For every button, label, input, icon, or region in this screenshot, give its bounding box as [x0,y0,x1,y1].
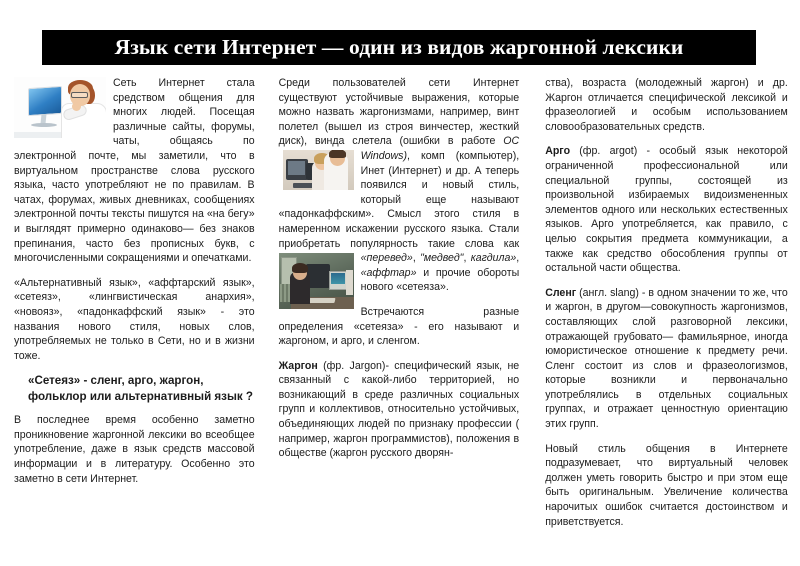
column2-slang-word-2: "медвед" [420,252,464,265]
column3-para2-text: (фр. argot) - особый язык некоторой ограниченной профессиональной или специальной группы, состоящей из произвольной избираемых видоизмененных элементов одного или нескольких естественных языков. Арго употребляется, как правило, с целью сокрытия предмета коммуникации, а также как средство обособления группы от остальной части общества. [545,145,788,275]
document-title-banner [42,30,756,65]
column3-para3-text: (англ. slang) - в одном значении то же, что и жаргон, в другом—совокупность жаргонизмов, составляющих слой разговорной лексики, отражающей грубовато— фамильярное, иногда юмористическое отношение к предмету речи. Сленг состоит из слов и фразеологизмов, которые возникли и первоначально употреблялись в отдельных социальных группах, и отражает ценностную ориентацию этих групп. [545,286,788,431]
person-hand-shape [72,102,81,111]
text-column-2 [267,76,534,562]
computer-tower-shape [346,270,353,295]
term-sleng: Сленг [545,286,577,299]
crt-screen-shape [288,161,305,175]
man-hair-shape [329,150,346,158]
column1-closing-paragraph: В последнее время особенно заметно проникновение жаргонной лексики во всеобщее употребление, даже в язык средств массовой информации и в литературу. Особенно это заметно в сети Интернет. [14,414,255,485]
column1-paragraph-1 [14,76,255,266]
column2-sep-3: , [516,252,520,265]
text-column-1 [0,76,267,562]
column2-para1-part-a: Среди пользователей сети Интернет существуют устойчивые выражения, которые можно назвать жаргонизмами, например, винт полетел (вышел из строя винчестер, жесткий диск), винда слетела (ошибки в работе [278,77,520,148]
column1-subheading: «Сетеяз» - сленг, арго, жаргон, фольклор или альтернативный язык ? [28,374,253,403]
photo-watermark-strip [14,138,106,145]
column3-paragraph-4: Новый стиль общения в Интернете подразумевает, что виртуальный человек должен уметь говорить быстро и при этом еще быть оригинальным. Увеличение количества нарочитых ошибок считается достоинством и приветствуется. [545,442,788,528]
column1-paragraph-1-text: Сеть Интернет стала средством общения для многих людей. Посещая различные сайты, форумы, чаты, общаясь по электронной почте, мы заметили, что в виртуальном пространстве слова русского языка, часто употребляют не по правилам. В чатах, форумах, живых дневниках, сообщениях электронной почты тексты пишутся на «на бегу» и выглядят примерно одинаково— без знаков препинания, часто без прописных букв, с многочисленными сокращениями и опечатками. [14,77,255,265]
column2-paragraph-1 [279,76,520,295]
woman-at-computer-photo [14,77,106,145]
column2-slang-word-4: «аффтар» [360,266,417,279]
column2-slang-word-1: «перевед» [360,252,413,265]
column2-para1-part-c: и прочие обороты нового «сетеяза». [360,266,520,294]
monitor-base-shape [31,123,57,127]
column3-paragraph-2 [545,144,788,275]
column2-para1-part-b: , комп (компьютер), Инет (Интернет) и др. А теперь появился и новый стиль, который еще называют «падонкаффским». Смысл этого стиля в намеренном искажении русского языка. Стали приобретать популярность такие слова как [278,149,520,250]
person-at-crt-computer-photo [279,253,354,316]
column2-sep-1: , [412,252,421,265]
photo-watermark-strip [279,309,354,316]
page-title: Язык сети Интернет — один из видов жаргонной лексики [114,34,684,59]
column2-slang-word-3: кагдила» [470,252,517,265]
three-column-layout [0,76,800,562]
text-column-3 [533,76,800,562]
column2-paragraph-2: Встречаются разные определения «сетеяза» - его называют и жаргоном, и арго, и сленгом. [278,305,520,348]
column2-sep-2: , [463,252,471,265]
column2-paragraph-3 [279,359,520,461]
column3-paragraph-3 [545,286,788,432]
person-hair-shape [292,263,308,273]
term-zhargon: Жаргон [278,359,318,372]
photo-watermark-strip [283,190,354,197]
column3-paragraph-1: ства), возраста (молодежный жаргон) и др. Жаргон отличается специфической лексикой и фразеологией и особым использованием словообразовательных средств. [545,77,788,133]
column2-os-windows-italic: ОС Windows) [360,135,520,162]
column2-para3-text: (фр. Jargon)- специфический язык, не связанный с какой-либо территорией, но возникающий в среде различных социальных групп и коллективов, относительно устойчивых, объединяющих людей по признаку профессии ( например, жаргон программистов), положения в обществе (жаргон русского дворян- [278,359,520,460]
couple-at-computer-photo [283,150,354,197]
term-argo: Арго [545,145,571,158]
glasses-shape [71,92,88,98]
monitor-screen-shape [28,86,62,116]
right-monitor-screen-shape [331,273,345,284]
keyboard-shape [308,298,335,303]
column1-paragraph-2: «Альтернативный язык», «аффтарский язык», «сетеяз», «лингвистическая анархия», «новояз», «падонкаффский язык» - это названия нового стиля, новых слов, употребляемых не только в Сети, но и в жизни тоже. [14,276,255,362]
